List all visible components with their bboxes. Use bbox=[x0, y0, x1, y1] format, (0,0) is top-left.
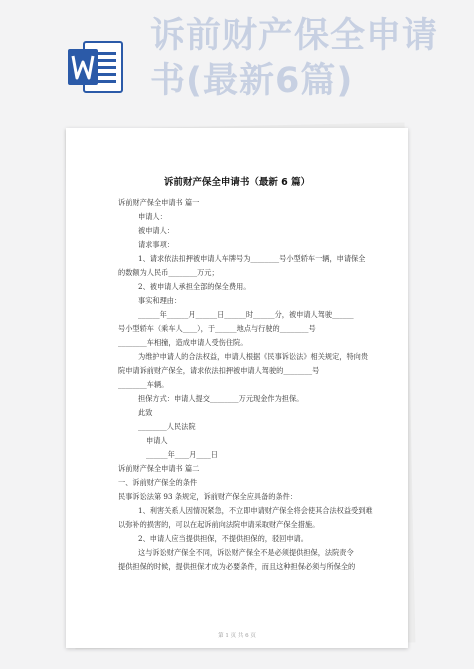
text-line: ________人民法院 bbox=[138, 422, 196, 431]
text-line: 1、利害关系人因情况紧急，不立即申请财产保全将会使其合法权益受到难 bbox=[138, 506, 373, 515]
document-page bbox=[66, 128, 408, 648]
text-line: 被申请人： bbox=[138, 226, 174, 235]
text-line: 请求事项： bbox=[138, 240, 174, 249]
page-title bbox=[150, 14, 470, 104]
header-banner bbox=[0, 0, 474, 110]
section-heading-1: 诉前财产保全申请书 篇一 bbox=[118, 198, 200, 207]
text-line: 一、诉前财产保全的条件 bbox=[118, 478, 198, 487]
text-line: 民事诉讼法第 93 条规定，诉前财产保全应具备的条件： bbox=[118, 492, 298, 501]
document-title: 诉前财产保全申请书（最新 6 篇） bbox=[163, 177, 311, 188]
page-title-line-1: 诉前财产保全申请 bbox=[150, 16, 439, 56]
text-line: 事实和理由： bbox=[138, 296, 182, 305]
text-line: ______年______月______日______时______分，被申请人驾驶______ bbox=[138, 310, 354, 319]
text-line: 申请人 bbox=[146, 436, 168, 445]
text-line: ________车相撞，造成申请人受伤住院。 bbox=[118, 338, 248, 347]
text-line: 此致 bbox=[138, 408, 153, 417]
text-line: 提供担保的时候，提供担保才成为必要条件，而且这种担保必须与所保全的 bbox=[118, 562, 356, 571]
text-line: 申请人： bbox=[138, 212, 167, 221]
text-line: 2、被申请人承担全部的保全费用。 bbox=[138, 282, 251, 291]
text-line: ______年____月____日 bbox=[146, 450, 218, 459]
text-line: 2、申请人应当提供担保，不提供担保的，驳回申请。 bbox=[138, 534, 308, 543]
text-line: 号小型轿车（乘车人____），于______地点与行驶的________号 bbox=[118, 324, 316, 333]
text-line: 这与诉讼财产保全不同，诉讼财产保全不是必须提供担保，法院责令 bbox=[138, 548, 354, 557]
text-line: ________车辆。 bbox=[118, 380, 169, 389]
section-heading-2: 诉前财产保全申请书 篇二 bbox=[118, 464, 200, 473]
text-line: 院申请诉前财产保全，请求依法扣押被申请人驾驶的________号 bbox=[118, 366, 320, 375]
text-line: 担保方式：申请人提交________万元现金作为担保。 bbox=[138, 394, 304, 403]
text-line: 为维护申请人的合法权益，申请人根据《民事诉讼法》相关规定，特向贵 bbox=[138, 352, 369, 361]
text-line: 的数额为人民币________万元； bbox=[118, 268, 219, 277]
word-doc-icon bbox=[68, 38, 124, 96]
text-line: 1、请求依法扣押被申请人车牌号为________号小型轿车一辆，申请保全 bbox=[138, 254, 366, 263]
page-title-line-2: 书(最新6篇) bbox=[150, 61, 354, 101]
page-number-footer: 第 1 页 共 6 页 bbox=[218, 633, 256, 639]
text-line: 以弥补的损害的，可以在起诉前向法院申请采取财产保全措施。 bbox=[118, 520, 320, 529]
